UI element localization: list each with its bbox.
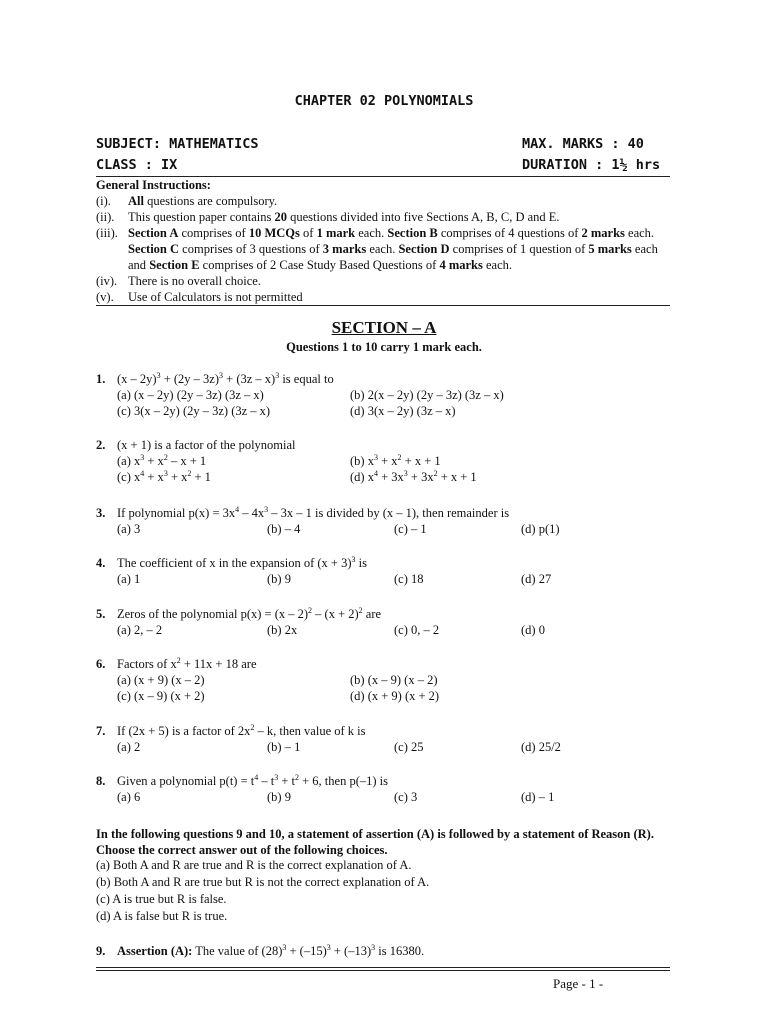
question-number: 2. — [96, 438, 106, 452]
instruction-number: (v). — [96, 290, 114, 304]
option-b: (b) (x – 9) (x – 2) — [350, 673, 438, 687]
question-number: 5. — [96, 607, 106, 621]
option-b: (b) $x^3 + x^2 + x + 1$ — [350, 453, 441, 468]
option-c: (c) – 1 — [394, 522, 427, 536]
class-label: CLASS : IX — [96, 157, 178, 173]
instruction-text: There is no overall choice. — [128, 274, 261, 288]
option-c: (c) 3 — [394, 790, 418, 804]
instruction-item — [96, 193, 671, 209]
duration-text: DURATION : 1½ hrs — [522, 157, 661, 173]
assertion-reason-instructions: In the following questions 9 and 10, a statement of assertion (A) is followed by a statement of Reason (R). Choose the correct answer out of the following choices. — [96, 827, 654, 857]
instruction-number: (iii). — [96, 226, 118, 240]
option-a: (a) 3 — [117, 522, 141, 536]
option-b: (b) 2(x – 2y) (2y – 3z) (3z – x) — [350, 388, 504, 402]
question-stem: Given a polynomial $p(t) = t^4 - t^3 + t^2 + 6$, then p(–1) is — [117, 773, 388, 788]
option-c: (c) 3(x – 2y) (2y – 3z) (3z – x) — [117, 404, 271, 418]
subject-label: SUBJECT: MATHEMATICS — [96, 136, 259, 152]
option-d: (d) 25/2 — [521, 740, 561, 754]
option-b: (b) 9 — [267, 572, 291, 586]
option-b: (b) 2x — [267, 623, 298, 637]
option-b: (b) 9 — [267, 790, 291, 804]
question-stem: Zeros of the polynomial $p(x) = (x - 2)^2 - (x + 2)^2$ are — [117, 606, 382, 621]
ar-choice-b: (b) Both A and R are true but R is not the correct explanation of A. — [96, 875, 430, 889]
instruction-text: Use of Calculators is not permitted — [128, 290, 303, 304]
question-number: 3. — [96, 506, 106, 520]
instruction-text: Section A comprises of 10 MCQs of 1 mark each. Section B comprises of 4 questions of 2 marks each. Section C comprises of 3 questions of 3 marks each. Section D comprises of 1 question of 5 marks each and Section E comprises of 2 Case Study Based Questions of 4 marks each. — [128, 226, 658, 272]
general-instructions-heading: General Instructions: — [96, 178, 211, 192]
question-number: 4. — [96, 556, 106, 570]
assertion-text: The value of $(28)^3 + (-15)^3 + (-13)^3$ is 16380. — [192, 943, 425, 958]
footer-divider — [96, 967, 670, 968]
question-number: 8. — [96, 774, 106, 788]
question-number: 1. — [96, 372, 106, 386]
option-c: (c) 18 — [394, 572, 424, 586]
option-c: (c) 0, – 2 — [394, 623, 440, 637]
option-a: (a) (x + 9) (x – 2) — [117, 673, 205, 687]
option-a: (a) (x – 2y) (2y – 3z) (3z – x) — [117, 388, 264, 402]
page-title: CHAPTER 02 POLYNOMIALS — [294, 93, 474, 109]
question-stem: Factors of $x^2 + 11x + 18$ are — [117, 656, 257, 671]
instruction-text: This question paper contains 20 questions divided into five Sections A, B, C, D and E. — [128, 210, 560, 224]
assertion-label: Assertion (A): — [117, 944, 193, 958]
ar-choice-d: (d) A is false but R is true. — [96, 909, 228, 923]
option-a: (a) 1 — [117, 572, 141, 586]
ar-choice-a: (a) Both A and R are true and R is the correct explanation of A. — [96, 858, 412, 872]
question-stem: If (2x + 5) is a factor of $2x^2$ – k, then value of k is — [117, 723, 366, 738]
question-stem: (x – 2y)$^3$ + (2y – 3z)$^3$ + (3z – x)$^3$ is equal to — [117, 371, 334, 386]
instruction-item — [96, 209, 671, 225]
option-d: (d) 0 — [521, 623, 545, 637]
option-d: (d) 27 — [521, 572, 552, 586]
option-b: (b) – 1 — [267, 740, 301, 754]
section-title: SECTION – A — [331, 318, 437, 337]
question-number: 6. — [96, 657, 106, 671]
option-d: (d) (x + 9) (x + 2) — [350, 689, 440, 703]
instruction-number: (iv). — [96, 274, 118, 288]
option-a: (a) 2 — [117, 740, 141, 754]
option-c: (c) $x^4 + x^3 + x^2 + 1$ — [117, 469, 211, 484]
question-stem: The coefficient of x in the expansion of $(x + 3)^3$ is — [117, 555, 367, 570]
duration-label — [522, 157, 660, 173]
question-stem: (x + 1) is a factor of the polynomial — [117, 438, 296, 452]
section-subtitle: Questions 1 to 10 carry 1 mark each. — [286, 340, 482, 354]
option-c: (c) 25 — [394, 740, 424, 754]
page-number: Page - 1 - — [553, 976, 604, 991]
footer-divider-2 — [96, 970, 670, 971]
instruction-text: All questions are compulsory. — [128, 194, 278, 208]
option-b: (b) – 4 — [267, 522, 301, 536]
option-d: (d) p(1) — [521, 522, 560, 536]
ar-choice-c: (c) A is true but R is false. — [96, 892, 227, 906]
instruction-number: (ii). — [96, 210, 115, 224]
option-a: (a) $x^3 + x^2 - x + 1$ — [117, 453, 207, 468]
option-d: (d) 3(x – 2y) (3z – x) — [350, 404, 456, 418]
question-stem — [117, 944, 424, 959]
question-stem: If polynomial $p(x) = 3x^4 - 4x^3 - 3x - 1$ is divided by (x – 1), then remainder is — [117, 505, 510, 520]
question-number: 9. — [96, 944, 106, 958]
instructions-divider — [96, 305, 670, 306]
option-c: (c) (x – 9) (x + 2) — [117, 689, 205, 703]
instruction-number: (i). — [96, 194, 111, 208]
instruction-item — [96, 273, 671, 289]
question-number: 7. — [96, 724, 106, 738]
option-d: (d) – 1 — [521, 790, 555, 804]
option-a: (a) 2, – 2 — [117, 623, 163, 637]
max-marks-label: MAX. MARKS : 40 — [522, 136, 644, 152]
instruction-item — [96, 225, 671, 273]
header-divider — [96, 176, 670, 177]
option-a: (a) 6 — [117, 790, 141, 804]
option-d: (d) $x^4 + 3x^3 + 3x^2 + x + 1$ — [350, 469, 477, 484]
instruction-item — [96, 289, 671, 305]
